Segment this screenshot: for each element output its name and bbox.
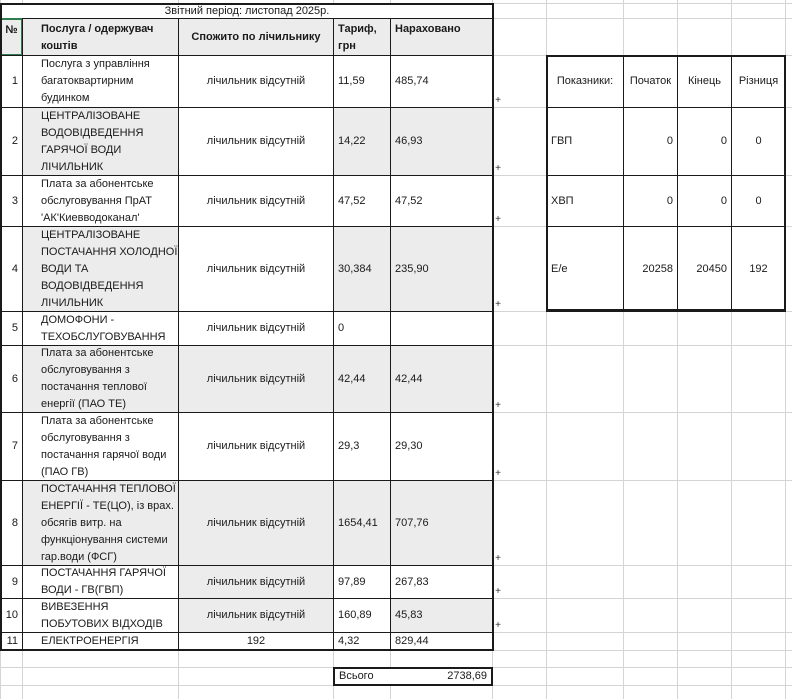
meter-row-3-diff[interactable]: 192 <box>731 226 786 312</box>
header-service: Послуга / одержувач коштів <box>22 18 179 56</box>
row-1-service[interactable]: Послуга з управління багатоквартирним будинком <box>22 55 179 108</box>
row-11-accrued[interactable]: 829,44 <box>390 632 493 651</box>
row-10-service[interactable]: ВИВЕЗЕННЯ ПОБУТОВИХ ВІДХОДІВ <box>22 598 179 633</box>
expand-row-icon[interactable]: + <box>495 586 501 597</box>
row-1-accrued[interactable]: 485,74 <box>390 55 493 108</box>
row-2-tariff[interactable]: 14,22 <box>333 107 391 176</box>
meter-row-3-start[interactable]: 20258 <box>623 226 678 312</box>
row-7-num[interactable]: 7 <box>0 412 23 481</box>
meter-header-end: Кінець <box>677 55 732 108</box>
row-9-tariff[interactable]: 97,89 <box>333 565 391 599</box>
row-8-meter[interactable]: лічильник відсутній <box>178 480 334 566</box>
row-6-service[interactable]: Плата за абонентське обслуговування з постачання теплової енергії (ПАО ТЕ) <box>22 345 179 413</box>
meter-row-2-end[interactable]: 0 <box>677 175 732 227</box>
header-meter: Спожито по лічильнику <box>178 18 334 56</box>
row-11-num[interactable]: 11 <box>0 632 23 651</box>
row-8-service[interactable]: ПОСТАЧАННЯ ТЕПЛОВОЇ ЕНЕРГІЇ - ТЕ(ЦО), із врах. обсягів витр. на функціонування системи гар.води (ФСГ) <box>22 480 179 566</box>
row-8-num[interactable]: 8 <box>0 480 23 566</box>
row-9-meter[interactable]: лічильник відсутній <box>178 565 334 599</box>
row-4-num[interactable]: 4 <box>0 226 23 312</box>
row-5-accrued[interactable] <box>390 311 493 346</box>
row-10-meter[interactable]: лічильник відсутній <box>178 598 334 633</box>
total-label: Всього <box>333 667 391 686</box>
row-8-accrued[interactable]: 707,76 <box>390 480 493 566</box>
expand-row-icon[interactable]: + <box>495 95 501 106</box>
expand-row-icon[interactable]: + <box>495 299 501 310</box>
row-5-num[interactable]: 5 <box>0 311 23 346</box>
row-7-tariff[interactable]: 29,3 <box>333 412 391 481</box>
row-10-accrued[interactable]: 45,83 <box>390 598 493 633</box>
row-11-service[interactable]: ЕЛЕКТРОЕНЕРГІЯ <box>22 632 179 651</box>
row-2-accrued[interactable]: 46,93 <box>390 107 493 176</box>
row-3-service[interactable]: Плата за абонентське обслуговування ПрАТ 'АК'Киевводоканал' <box>22 175 179 227</box>
expand-row-icon[interactable]: + <box>495 214 501 225</box>
row-3-num[interactable]: 3 <box>0 175 23 227</box>
expand-row-icon[interactable]: + <box>495 468 501 479</box>
row-6-num[interactable]: 6 <box>0 345 23 413</box>
row-5-tariff[interactable]: 0 <box>333 311 391 346</box>
row-2-meter[interactable]: лічильник відсутній <box>178 107 334 176</box>
meter-row-3-end[interactable]: 20450 <box>677 226 732 312</box>
meter-row-1-end[interactable]: 0 <box>677 107 732 176</box>
row-9-accrued[interactable]: 267,83 <box>390 565 493 599</box>
row-4-service[interactable]: ЦЕНТРАЛІЗОВАНЕ ПОСТАЧАННЯ ХОЛОДНОЇ ВОДИ ТА ВОДОВІДВЕДЕННЯ ЛІЧИЛЬНИК <box>22 226 179 312</box>
row-4-tariff[interactable]: 30,384 <box>333 226 391 312</box>
meter-row-1-diff[interactable]: 0 <box>731 107 786 176</box>
row-1-meter[interactable]: лічильник відсутній <box>178 55 334 108</box>
row-7-meter[interactable]: лічильник відсутній <box>178 412 334 481</box>
row-3-accrued[interactable]: 47,52 <box>390 175 493 227</box>
row-4-accrued[interactable]: 235,90 <box>390 226 493 312</box>
expand-row-icon[interactable]: + <box>495 553 501 564</box>
expand-row-icon[interactable]: + <box>495 400 501 411</box>
row-4-meter[interactable]: лічильник відсутній <box>178 226 334 312</box>
row-2-num[interactable]: 2 <box>0 107 23 176</box>
meter-row-2-indicator[interactable]: ХВП <box>546 175 624 227</box>
row-10-tariff[interactable]: 160,89 <box>333 598 391 633</box>
row-10-num[interactable]: 10 <box>0 598 23 633</box>
meter-row-2-start[interactable]: 0 <box>623 175 678 227</box>
row-1-num[interactable]: 1 <box>0 55 23 108</box>
row-1-tariff[interactable]: 11,59 <box>333 55 391 108</box>
expand-row-icon[interactable]: + <box>495 163 501 174</box>
row-7-accrued[interactable]: 29,30 <box>390 412 493 481</box>
row-5-meter[interactable]: лічильник відсутній <box>178 311 334 346</box>
header-num[interactable]: № <box>0 18 23 56</box>
meter-row-1-indicator[interactable]: ГВП <box>546 107 624 176</box>
row-5-service[interactable]: ДОМОФОНИ - ТЕХОБСЛУГОВУВАННЯ <box>22 311 179 346</box>
row-3-tariff[interactable]: 47,52 <box>333 175 391 227</box>
row-7-service[interactable]: Плата за абонентське обслуговування з постачання гарячої води (ПАО ГВ) <box>22 412 179 481</box>
row-6-accrued[interactable]: 42,44 <box>390 345 493 413</box>
meter-row-3-indicator[interactable]: Е/е <box>546 226 624 312</box>
header-accrued: Нараховано <box>390 18 493 56</box>
expand-row-icon[interactable]: + <box>495 620 501 631</box>
meter-header-indicator: Показники: <box>546 55 624 108</box>
row-3-meter[interactable]: лічильник відсутній <box>178 175 334 227</box>
header-tariff: Тариф, грн <box>333 18 391 56</box>
row-11-meter[interactable]: 192 <box>178 632 334 651</box>
meter-header-start: Початок <box>623 55 678 108</box>
row-11-tariff[interactable]: 4,32 <box>333 632 391 651</box>
period-title: Звітний період: листопад 2025р. <box>2 4 492 19</box>
total-value: 2738,69 <box>390 667 493 686</box>
row-9-service[interactable]: ПОСТАЧАННЯ ГАРЯЧОЇ ВОДИ - ГВ(ГВП) <box>22 565 179 599</box>
meter-row-2-diff[interactable]: 0 <box>731 175 786 227</box>
meter-row-1-start[interactable]: 0 <box>623 107 678 176</box>
meter-header-diff: Різниця <box>731 55 786 108</box>
row-8-tariff[interactable]: 1654,41 <box>333 480 391 566</box>
row-9-num[interactable]: 9 <box>0 565 23 599</box>
row-6-meter[interactable]: лічильник відсутній <box>178 345 334 413</box>
row-2-service[interactable]: ЦЕНТРАЛІЗОВАНЕ ВОДОВІДВЕДЕННЯ ГАРЯЧОЇ ВОДИ ЛІЧИЛЬНИК <box>22 107 179 176</box>
row-6-tariff[interactable]: 42,44 <box>333 345 391 413</box>
